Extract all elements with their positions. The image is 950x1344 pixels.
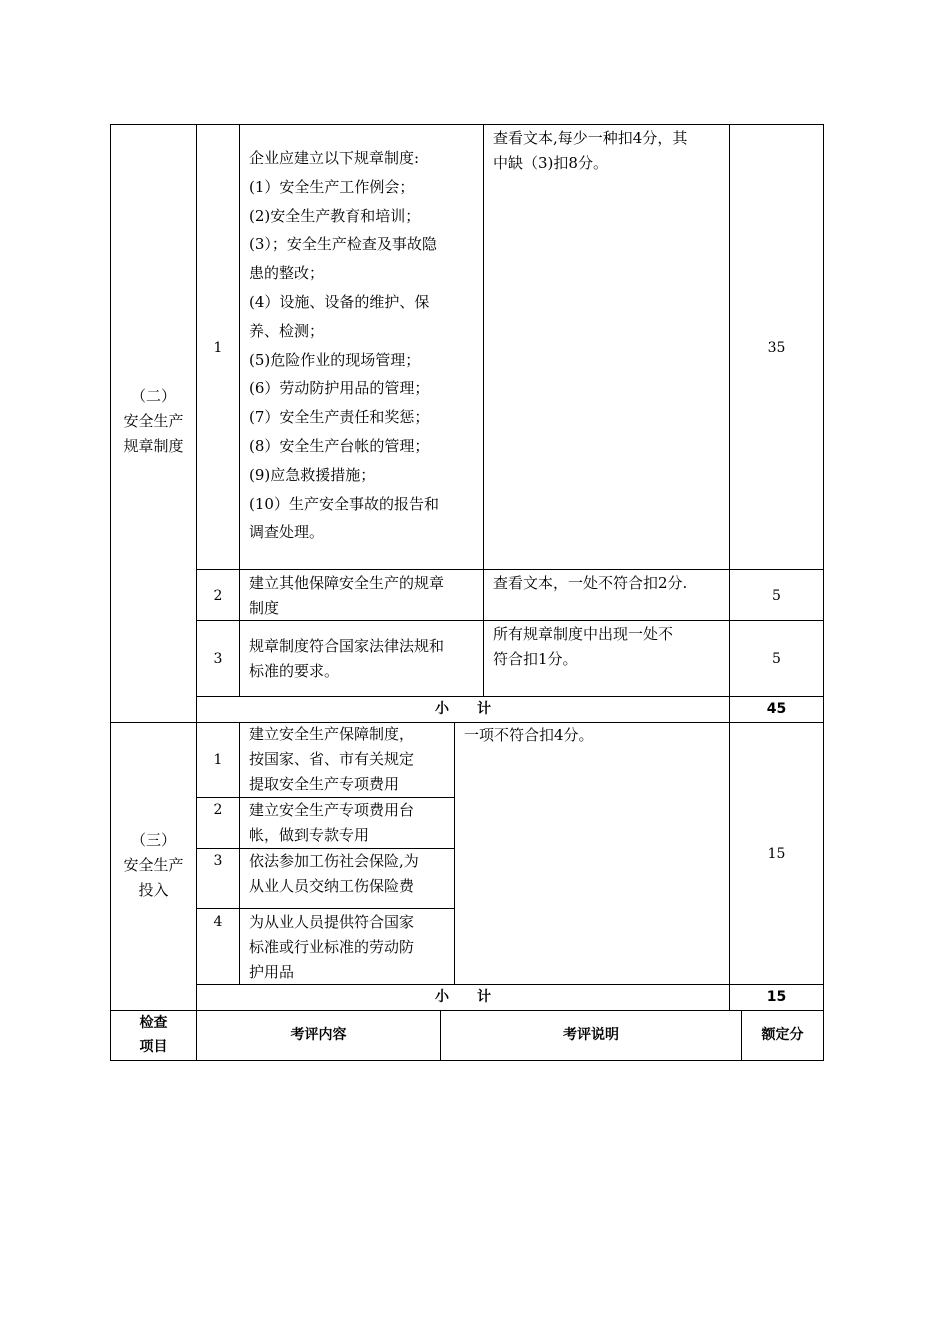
rule: [823, 124, 824, 1061]
rule: [239, 722, 240, 984]
rule: [110, 124, 824, 125]
rule: [110, 124, 111, 1061]
row-explain: 查看文本,每少一种扣4分，其 中缺（3)扣8分。: [493, 129, 688, 172]
row-content: 建立安全生产专项费用台 帐，做到专款专用: [249, 801, 415, 844]
subtotal-label: 小 计: [435, 989, 491, 1005]
row-score: 15: [767, 846, 786, 862]
row-number: 2: [213, 802, 223, 818]
row-number: 3: [213, 651, 223, 667]
row-explain: 所有规章制度中出现一处不 符合扣1分。: [493, 625, 674, 668]
rule: [110, 1010, 824, 1011]
row-explain: 一项不符合扣4分。: [464, 726, 594, 744]
row-content: 建立安全生产保障制度， 按国家、省、市有关规定 提取安全生产专项费用: [249, 725, 415, 793]
header-score: 额定分: [761, 1027, 804, 1043]
row-score: 5: [772, 588, 781, 604]
row-content: 建立其他保障安全生产的规章 制度: [249, 574, 445, 617]
subtotal-label: 小 计: [435, 701, 491, 717]
rule: [454, 722, 455, 984]
row-content: 为从业人员提供符合国家 标准或行业标准的劳动防 护用品: [249, 913, 415, 981]
header-content: 考评内容: [290, 1027, 347, 1043]
section2-category: [111, 384, 196, 459]
header-item: 检查 项目: [139, 1015, 168, 1055]
row-number: 2: [213, 588, 223, 604]
category-line: （二）: [130, 387, 176, 405]
rule: [196, 124, 197, 722]
category-line: 规章制度: [123, 437, 184, 455]
category-line: 投入: [138, 881, 169, 899]
row-content: 企业应建立以下规章制度: (1）安全生产工作例会； (2)安全生产教育和培训； (3）；安全生产检查及事故隐 患的整改； (4）设施、设备的维护、保 养、检测； (5)危险作业的现场管理； (6）劳动防护用品的管理； (7）安全生产责任和奖惩； (8）安全生产台帐的管理； (9)应急救援措施； (10）生产安全事故的报告和 调查处理。: [249, 149, 439, 542]
row-number: 1: [213, 340, 223, 356]
category-line: 安全生产: [123, 856, 184, 874]
rule: [110, 1060, 824, 1061]
category-line: 安全生产: [123, 412, 184, 430]
rule: [196, 569, 823, 570]
row-number: 1: [213, 752, 223, 768]
rule: [483, 124, 484, 696]
rule: [239, 124, 240, 696]
row-content: 规章制度符合国家法律法规和 标准的要求。: [249, 637, 445, 680]
rule: [196, 908, 455, 909]
row-number: 4: [213, 914, 223, 930]
row-content: 依法参加工伤社会保险,为 从业人员交纳工伤保险费: [249, 852, 419, 895]
row-score: 35: [767, 340, 786, 356]
row-explain: 查看文本，一处不符合扣2分.: [493, 574, 688, 592]
subtotal-score: 15: [766, 989, 787, 1005]
subtotal-score: 45: [766, 701, 787, 717]
header-explain: 考评说明: [563, 1027, 619, 1043]
row-score: 5: [772, 651, 781, 667]
category-line: （三）: [130, 831, 176, 849]
row-number: 3: [213, 853, 223, 869]
rule: [729, 124, 730, 722]
section3-category: [111, 828, 196, 903]
